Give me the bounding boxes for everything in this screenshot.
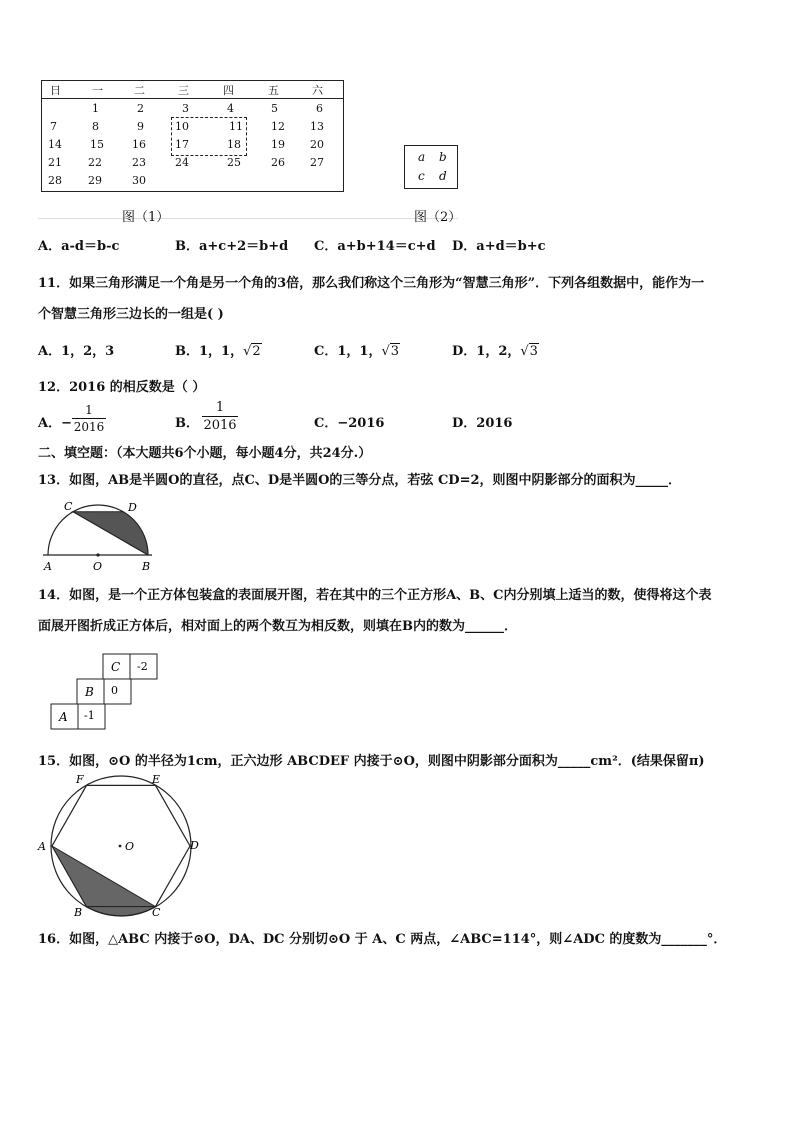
label-d: D xyxy=(190,839,199,852)
q12-option-d: D．2016 xyxy=(452,416,513,431)
fraction-numerator: 1 xyxy=(85,403,93,417)
q14-cube-net-figure xyxy=(48,653,162,733)
fraction-denominator: 2016 xyxy=(203,418,237,433)
calendar-cell: 29 xyxy=(88,174,102,187)
dashed-selection-box xyxy=(171,117,247,156)
calendar-header: 一 xyxy=(92,84,103,97)
fig2-a: a xyxy=(418,150,426,164)
q12-option-c: C．−2016 xyxy=(314,416,385,431)
net-label-m2: -2 xyxy=(137,660,148,673)
calendar-cell: 11 xyxy=(229,120,243,133)
label-f: F xyxy=(76,773,84,786)
fraction-bar xyxy=(72,418,106,419)
q12-option-b-fraction xyxy=(202,400,238,433)
q11-option-c: C．1，1，√3 xyxy=(314,344,400,359)
net-label-m1: -1 xyxy=(84,709,95,722)
fraction-numerator: 1 xyxy=(215,400,225,415)
calendar-cell: 27 xyxy=(310,156,324,169)
calendar-cell: 15 xyxy=(90,138,104,151)
q10-option-c: C．a+b+14＝c+d xyxy=(314,239,436,254)
shaded-segment xyxy=(87,907,156,916)
calendar-header: 四 xyxy=(223,84,234,97)
q12-option-b-prefix: B． xyxy=(175,416,199,431)
calendar-cell: 17 xyxy=(175,138,189,151)
net-label-a: A xyxy=(59,710,68,724)
fraction-denominator: 2016 xyxy=(73,420,105,434)
net-label-b: B xyxy=(85,685,94,699)
calendar-cell: 2 xyxy=(137,102,144,115)
calendar-header: 五 xyxy=(268,84,279,97)
calendar-cell: 3 xyxy=(182,102,189,115)
q16-text: 16．如图，△ABC 内接于⊙O，DA、DC 分别切⊙O 于 A、C 两点，∠ABC=114°，则∠ADC 的度数为_______°． xyxy=(38,932,727,947)
q11-option-a: A．1，2，3 xyxy=(38,344,115,359)
caption-underline xyxy=(38,218,458,219)
calendar-cell: 22 xyxy=(88,156,102,169)
calendar-cell: 14 xyxy=(48,138,62,151)
calendar-cell: 30 xyxy=(132,174,146,187)
calendar-cell: 6 xyxy=(316,102,323,115)
q11-option-c-text: C．1，1， xyxy=(314,344,382,359)
q15-hexagon-figure xyxy=(36,770,206,920)
calendar-cell: 8 xyxy=(92,120,99,133)
q10-option-d: D．a+d＝b+c xyxy=(452,239,546,254)
q13-semicircle-figure xyxy=(38,498,158,574)
section-fill-in-header: 二、填空题：（本大题共6个小题，每小题4分，共24分.） xyxy=(38,446,372,461)
calendar-cell: 28 xyxy=(48,174,62,187)
q10-option-a: A．a-d＝b-c xyxy=(38,239,120,254)
q10-option-b: B．a+c+2＝b+d xyxy=(175,239,289,254)
q14-line1: 14．如图，是一个正方体包装盒的表面展开图，若在其中的三个正方形A、B、C内分别填上适当的数，使得将这个表 xyxy=(38,588,712,603)
q11-option-d: D．1，2，√3 xyxy=(452,344,538,359)
center-point-o xyxy=(119,845,122,848)
calendar-figure xyxy=(41,80,344,192)
label-d: D xyxy=(128,501,137,514)
fig2-d: d xyxy=(439,169,447,183)
q11-option-b-text: B．1，1， xyxy=(175,344,244,359)
net-label-zero: 0 xyxy=(111,684,118,697)
label-o: O xyxy=(93,560,103,573)
calendar-cell: 10 xyxy=(175,120,189,133)
fig1-caption: 图（1） xyxy=(122,210,170,225)
calendar-cell: 4 xyxy=(227,102,234,115)
fig2-box xyxy=(404,145,458,189)
fraction-bar xyxy=(202,416,238,417)
calendar-cell: 13 xyxy=(310,120,324,133)
label-o: O xyxy=(125,840,135,853)
calendar-cell: 18 xyxy=(227,138,241,151)
calendar-cell: 19 xyxy=(271,138,285,151)
q15-text: 15．如图，⊙O 的半径为1cm，正六边形 ABCDEF 内接于⊙O，则图中阴影部分面积为_____cm²．(结果保留π) xyxy=(38,754,705,769)
calendar-header-row xyxy=(42,81,343,99)
label-b: B xyxy=(142,560,151,573)
label-e: E xyxy=(152,773,161,786)
calendar-cell: 23 xyxy=(132,156,146,169)
calendar-cell: 9 xyxy=(137,120,144,133)
q12-option-a-prefix: A．− xyxy=(38,416,72,431)
q11-option-b: B．1，1，√2 xyxy=(175,344,261,359)
q13-text: 13．如图，AB是半圆O的直径，点C、D是半圆O的三等分点，若弦 CD=2，则图中阴影部分的面积为_____． xyxy=(38,473,682,488)
label-b: B xyxy=(74,906,83,919)
calendar-header: 三 xyxy=(178,84,189,97)
calendar-header: 日 xyxy=(50,84,61,97)
center-point-o xyxy=(96,553,99,556)
calendar-cell: 26 xyxy=(271,156,285,169)
shaded-triangle xyxy=(52,846,156,907)
q11-line2: 个智慧三角形三边长的一组是( ) xyxy=(38,307,224,322)
calendar-header: 六 xyxy=(312,84,323,97)
calendar-cell: 5 xyxy=(271,102,278,115)
q14-line2: 面展开图折成正方体后，相对面上的两个数互为相反数，则填在B内的数为______． xyxy=(38,619,517,634)
calendar-cell: 21 xyxy=(48,156,62,169)
label-a: A xyxy=(44,560,52,573)
q12-option-a-fraction xyxy=(72,403,106,434)
calendar-cell: 7 xyxy=(50,120,57,133)
label-c: C xyxy=(152,906,161,919)
q11-option-c-radicand: 3 xyxy=(390,344,400,359)
calendar-cell: 24 xyxy=(175,156,189,169)
calendar-cell: 20 xyxy=(310,138,324,151)
label-c: C xyxy=(64,500,73,513)
q11-option-b-radicand: 2 xyxy=(252,344,261,359)
net-label-c: C xyxy=(111,660,121,674)
calendar-cell: 12 xyxy=(271,120,285,133)
fig2-b: b xyxy=(439,150,447,164)
fig2-caption: 图（2） xyxy=(414,210,462,225)
calendar-cell: 16 xyxy=(132,138,146,151)
calendar-header: 二 xyxy=(134,84,145,97)
calendar-cell: 25 xyxy=(227,156,241,169)
q11-line1: 11．如果三角形满足一个角是另一个角的3倍，那么我们称这个三角形为“智慧三角形”．下列各组数据中，能作为一 xyxy=(38,276,705,291)
calendar-cell: 1 xyxy=(92,102,99,115)
label-a: A xyxy=(38,840,46,853)
fig2-c: c xyxy=(418,169,425,183)
q11-option-d-text: D．1，2， xyxy=(452,344,521,359)
q12-stem: 12．2016 的相反数是（ ） xyxy=(38,380,206,395)
q11-option-d-radicand: 3 xyxy=(529,344,538,359)
